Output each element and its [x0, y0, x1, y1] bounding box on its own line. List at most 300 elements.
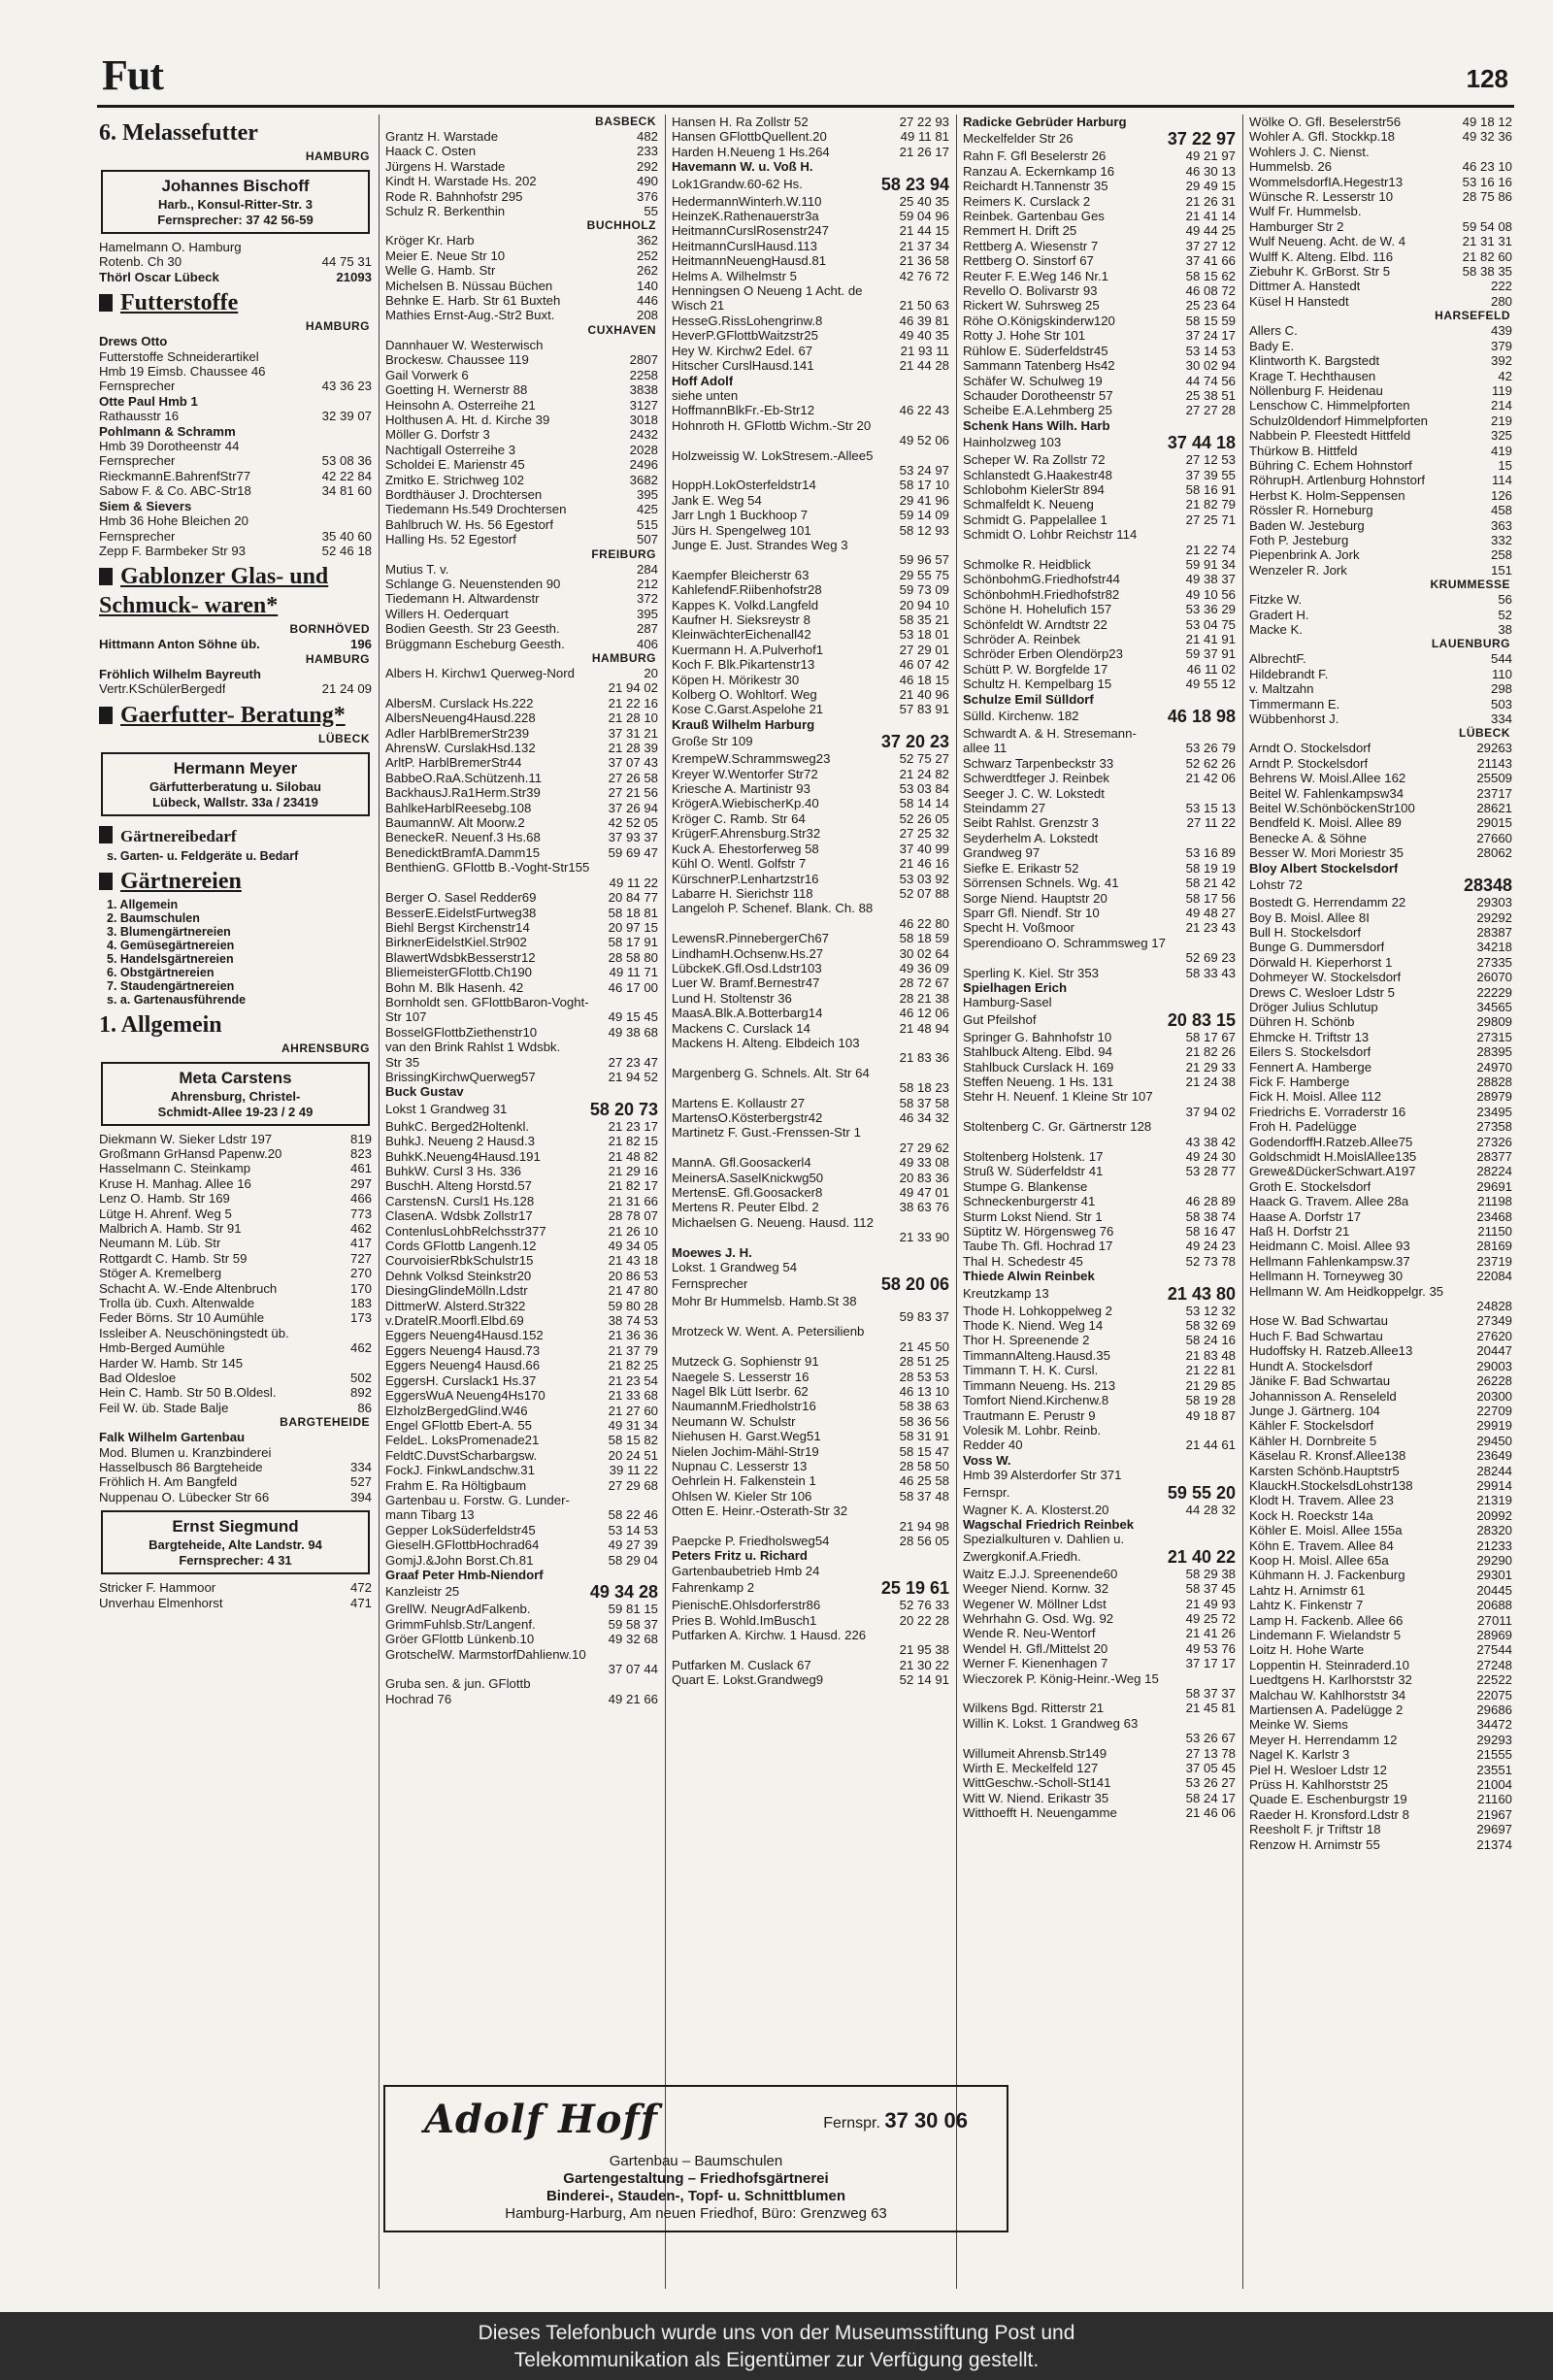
listing-name: Witt W. Niend. Erikastr 35	[963, 1790, 1109, 1805]
listing-line	[961, 388, 1238, 403]
listing-number: 20688	[1476, 1598, 1512, 1613]
section-heading	[97, 115, 374, 149]
listing-number: 28395	[1476, 1044, 1512, 1060]
listing-number	[945, 1564, 949, 1578]
listing-number: 27358	[1476, 1119, 1512, 1135]
place-heading: AHRENSBURG	[281, 1041, 370, 1055]
listing-number: 22522	[1476, 1672, 1512, 1688]
listing-line	[670, 508, 951, 522]
listing-number: 53 12 32	[1185, 1303, 1236, 1318]
listing-number: 28 58 50	[899, 1458, 949, 1473]
listing-line	[1247, 1598, 1514, 1612]
listing-number: 892	[349, 1385, 372, 1401]
listing-name: Fröhlich Wilhelm Bayreuth	[99, 666, 261, 681]
listing-number	[1232, 1716, 1236, 1731]
listing-name: KlauckH.StockelsdLohstr138	[1249, 1477, 1413, 1493]
listing-line	[383, 906, 660, 920]
listing-name: Hmb 39 Alsterdorfer Str 371	[963, 1468, 1122, 1483]
listing-name: Grantz H. Warstade	[385, 129, 499, 144]
listing-name: Martiensen A. Padelügge 2	[1249, 1702, 1404, 1718]
ad-lines	[385, 2153, 1007, 2223]
listing-line	[670, 1200, 951, 1214]
listing-name: Besser W. Mori Moriestr 35	[1249, 845, 1404, 861]
listing-number: 46 13 10	[899, 1383, 949, 1399]
listing-line	[383, 980, 660, 995]
listing-number: 38 74 53	[608, 1313, 658, 1329]
listing-line	[1247, 1837, 1514, 1852]
listing-line	[383, 1149, 660, 1164]
listing-name: Gut Pfeilshof	[963, 1011, 1037, 1027]
listing-line	[961, 1503, 1238, 1517]
listing-number: 29263	[1476, 741, 1512, 756]
listing-number: 37 39 55	[1185, 467, 1236, 482]
listing-number: 37 40 99	[899, 841, 949, 856]
listing-number: 472	[349, 1580, 372, 1596]
listing-name: Harder W. Hamb. Str 145	[99, 1355, 244, 1371]
listing-name: Wölke O. Gfl. Beselerstr56	[1249, 115, 1402, 129]
listing-number: 372	[636, 591, 658, 607]
listing-number: 21 22 16	[608, 695, 658, 711]
listing-name: van den Brink Rahlst 1 Wdsbk.	[385, 1040, 561, 1055]
listing-line	[961, 1060, 1238, 1074]
listing-number: 37 41 66	[1185, 253, 1236, 269]
listing-number: 58 15 62	[1185, 268, 1236, 283]
listing-name: Berger O. Sasel Redder69	[385, 890, 537, 906]
listing-number: 49 18 12	[1462, 115, 1512, 129]
listing-number: 425	[636, 502, 658, 517]
listing-number: 21 94 02	[608, 680, 658, 696]
listing-name: Martinetz F. Gust.-Frenssen-Str 1	[672, 1125, 861, 1140]
listing-name: Scheper W. Ra Zollstr 72	[963, 452, 1106, 468]
listing-name: Kähler H. Dornbreite 5	[1249, 1433, 1377, 1448]
listing-number: 58 32 69	[1185, 1318, 1236, 1334]
listing-line	[961, 209, 1238, 223]
listing-number: 49 53 76	[1185, 1640, 1236, 1656]
listing-name: Hudoffsky H. Ratzeb.Allee13	[1249, 1343, 1413, 1359]
listing-name: Arndt O. Stockelsdorf	[1249, 741, 1371, 756]
subsection-item: 5. Handelsgärtnereien	[107, 951, 234, 966]
listing-number: 183	[349, 1296, 372, 1310]
listing-line	[961, 1378, 1238, 1393]
listing-line	[961, 1791, 1238, 1805]
listing-name: HeitmannNeuengHausd.81	[672, 253, 827, 269]
place-heading: HARSEFELD	[1435, 309, 1510, 323]
listing-name: EggersWuA Neueng4Hs170	[385, 1388, 545, 1404]
listing-name: GrellW. NeugrAdFalkenb.	[385, 1602, 531, 1617]
listing-number: 21555	[1476, 1747, 1512, 1763]
listing-name: GomjJ.&John Borst.Ch.81	[385, 1552, 534, 1568]
listing-line	[1247, 249, 1514, 264]
listing-line	[1247, 1329, 1514, 1343]
listing-number: 287	[636, 621, 658, 637]
listing-line	[670, 1414, 951, 1429]
listing-number	[1232, 1179, 1236, 1194]
listing-line	[383, 293, 660, 308]
listing-number: 29686	[1476, 1702, 1512, 1718]
listing-name: SchönbohmG.Friedhofstr44	[963, 572, 1120, 587]
listing-name: BrissingKirchwQuerweg57	[385, 1069, 536, 1084]
listing-name: Mathies Ernst-Aug.-Str2 Buxt.	[385, 308, 555, 323]
listing-name: BuhkJ. Neueng 2 Hausd.3	[385, 1134, 535, 1149]
listing-line	[383, 1568, 660, 1582]
listing-name: BuschH. Alteng Horstd.57	[385, 1178, 533, 1194]
listing-number: 46 18 98	[1167, 707, 1236, 727]
listing-line	[961, 662, 1238, 677]
listing-name: NaumannM.Friedholstr16	[672, 1399, 816, 1414]
listing-name: Bady E.	[1249, 338, 1295, 353]
listing-number: 52 73 78	[1185, 1253, 1236, 1269]
listing-name: RieckmannE.BahrenfStr77	[99, 468, 251, 483]
listing-number: 394	[349, 1489, 372, 1504]
listing-number	[654, 860, 658, 875]
listing-name: Lok1Grandw.60-62 Hs.	[672, 176, 803, 191]
place-heading: BASBECK	[595, 115, 656, 128]
listing-line	[383, 1632, 660, 1646]
listing-name: Süptitz W. Hörgensweg 76	[963, 1224, 1114, 1240]
listing-name: Thiede Alwin Reinbek	[963, 1269, 1095, 1284]
listing-number: 21967	[1476, 1806, 1512, 1822]
listing-name: Remmert H. Drift 25	[963, 223, 1077, 239]
listing-line	[670, 627, 951, 642]
listing-name: Hansen H. Ra Zollstr 52	[672, 115, 809, 129]
listing-name: MertensE. Gfl.Goosacker8	[672, 1185, 823, 1201]
listing-name: Stehr H. Neuenf. 1 Kleine Str 107	[963, 1089, 1153, 1105]
listing-line	[670, 1598, 951, 1612]
listing-line	[670, 283, 951, 298]
listing-number: 27544	[1476, 1642, 1512, 1658]
listing-line	[383, 1283, 660, 1298]
listing-line	[961, 1423, 1238, 1438]
listing-line	[383, 1208, 660, 1223]
listing-number: 35 40 60	[321, 528, 372, 544]
listing-line	[383, 815, 660, 830]
header-rule	[97, 105, 1514, 108]
listing-number: 49 48 27	[1185, 905, 1236, 920]
listing-number: 43 38 42	[1185, 1134, 1236, 1149]
listing-line	[383, 1582, 660, 1602]
listing-line	[670, 1171, 951, 1185]
listing-name: Rathausstr 16	[99, 409, 180, 424]
listing-name: Meier E. Neue Str 10	[385, 248, 506, 263]
listing-name: Wübbenhorst J.	[1249, 711, 1339, 727]
listing-number: 20 86 53	[608, 1268, 658, 1283]
listing-number: 39 11 22	[609, 1463, 658, 1478]
listing-number: 49 11 22	[609, 875, 658, 890]
listing-line	[383, 1313, 660, 1328]
listing-line	[383, 279, 660, 293]
listing-line	[670, 781, 951, 796]
listing-name: Bordthäuser J. Drochtersen	[385, 486, 543, 502]
listing-name: Ranzau A. Eckernkamp 16	[963, 163, 1115, 179]
boxed-listing-line: Fernsprecher: 37 42 56-59	[157, 213, 314, 227]
listing-number: 59 69 47	[608, 844, 658, 860]
listing-number: 58 29 04	[608, 1552, 658, 1568]
listing-number: 29292	[1476, 909, 1512, 925]
listing-name: Holthusen A. Ht. d. Kirche 39	[385, 412, 550, 427]
listing-line	[670, 842, 951, 856]
listing-line	[961, 1010, 1238, 1030]
listing-number: 27 12 53	[1185, 452, 1236, 468]
listing-number: 58 15 47	[899, 1443, 949, 1459]
listing-name: Steindamm 27	[963, 801, 1046, 816]
listing-number: 21 93 11	[900, 343, 949, 358]
listing-name: Lamp H. Fackenb. Allee 66	[1249, 1612, 1404, 1628]
listing-number: 52 62 26	[1185, 755, 1236, 771]
listing-number: 53 26 67	[1185, 1731, 1236, 1746]
subsection-item: 2. Baumschulen	[107, 910, 200, 925]
listing-number: 26228	[1476, 1373, 1512, 1389]
listing-line	[1247, 1418, 1514, 1433]
column-1	[97, 115, 374, 2289]
listing-number: 25 40 35	[899, 193, 949, 209]
listing-name: v.DratelR.Moorfl.Elbd.69	[385, 1313, 524, 1329]
listing-line	[961, 418, 1238, 433]
listing-name: Hansen GFlottbQuellent.20	[672, 129, 827, 145]
listing-name: Eggers Neueng4 Hausd.73	[385, 1342, 541, 1358]
listing-line	[1247, 323, 1514, 338]
listing-name: Wenzeler R. Jork	[1249, 562, 1347, 578]
listing-number: 27 25 32	[899, 826, 949, 842]
footer-line: Dieses Telefonbuch wurde uns von der Museumsstiftung Post und	[478, 2322, 1075, 2344]
listing-line	[1247, 1747, 1514, 1762]
listing-name: Rettberg A. Wiesenstr 7	[963, 238, 1099, 253]
listing-number: 20 83 15	[1167, 1009, 1236, 1030]
listing-line	[1247, 1343, 1514, 1358]
listing-number: 458	[1490, 503, 1512, 518]
listing-name: Volesik M. Lohbr. Reinb.	[963, 1422, 1102, 1438]
listing-line	[670, 1096, 951, 1110]
listing-number: 21 29 33	[1185, 1059, 1236, 1074]
listing-name: Haack G. Travem. Allee 28a	[1249, 1194, 1409, 1209]
listing-number: 29809	[1476, 1014, 1512, 1030]
listing-line	[97, 1176, 374, 1191]
listing-number: 29450	[1476, 1433, 1512, 1448]
listing-line	[1247, 1613, 1514, 1628]
listing-number: 2807	[629, 352, 658, 368]
listing-number	[654, 1647, 658, 1662]
listing-name: Lenschow C. Himmelpforten	[1249, 398, 1410, 413]
listing-line	[961, 527, 1238, 542]
listing-line	[670, 1339, 951, 1354]
listing-name: Timmann Neueng. Hs. 213	[963, 1377, 1116, 1393]
listing-name: Behnke E. Harb. Str 61 Buxteh	[385, 293, 561, 309]
listing-name: Malchau W. Kahlhorststr 34	[1249, 1687, 1406, 1702]
listing-line	[383, 1239, 660, 1253]
listing-line	[97, 1236, 374, 1250]
listing-number: 126	[1490, 487, 1512, 503]
listing-line	[961, 1626, 1238, 1640]
listing-name: Weeger Niend. Kornw. 32	[963, 1581, 1109, 1597]
listing-name: Ohlsen W. Kieler Str 106	[672, 1488, 812, 1504]
place-heading: FREIBURG	[591, 546, 656, 561]
listing-number	[945, 374, 949, 388]
listing-line	[1247, 1493, 1514, 1507]
listing-line	[383, 741, 660, 755]
listing-number	[945, 283, 949, 298]
column-divider	[379, 115, 380, 2289]
listing-number: 21 44 15	[899, 223, 949, 239]
listing-name: Lokst 1 Grandweg 31	[385, 1101, 508, 1116]
listing-number: 222	[1490, 279, 1512, 294]
listing-name: Hamelmann O. Hamburg	[99, 240, 242, 254]
listing-name: Lindemann F. Wielandstr 5	[1249, 1628, 1402, 1642]
listing-line	[97, 1132, 374, 1146]
listing-line	[383, 935, 660, 949]
listing-number	[945, 1324, 949, 1339]
listing-number: 334	[1490, 711, 1512, 727]
listing-number: 49 24 23	[1185, 1239, 1236, 1254]
listing-line	[961, 920, 1238, 935]
listing-number: 23551	[1476, 1762, 1512, 1777]
listing-line	[961, 1731, 1238, 1745]
listing-line	[383, 368, 660, 382]
listing-name: Specht H. Voßmoor	[963, 920, 1075, 936]
listing-name: Mertens R. Peuter Elbd. 2	[672, 1200, 819, 1215]
listing-line	[961, 1483, 1238, 1503]
listing-name: Str 107	[385, 1009, 427, 1025]
listing-name: EggersH. Curslack1 Hs.37	[385, 1372, 537, 1388]
listing-line	[97, 1326, 374, 1340]
boxed-listing	[101, 752, 370, 816]
listing-line	[670, 673, 951, 687]
listing-name: Taube Th. Gfl. Hochrad 17	[963, 1239, 1113, 1254]
listing-name: Reinbek. Gartenbau Ges	[963, 209, 1105, 224]
listing-number: 53 16 89	[1185, 845, 1236, 861]
listing-name: Issleiber A. Neuschöningstedt üb.	[99, 1325, 289, 1340]
listing-number: 28244	[1476, 1463, 1512, 1478]
listing-number: 46 18 15	[899, 672, 949, 687]
listing-name: Wendel H. Gfl./Mittelst 20	[963, 1640, 1108, 1656]
listing-number	[654, 338, 658, 352]
listing-name: MaasA.Blk.A.Botterbarg14	[672, 1006, 823, 1021]
listing-line	[97, 681, 374, 696]
listing-line	[383, 1134, 660, 1148]
listing-number: 59 81 15	[608, 1602, 658, 1617]
listing-name: Luer W. Bramf.Bernestr47	[672, 975, 820, 991]
listing-number: 21 48 94	[899, 1020, 949, 1036]
listing-name: Moewes J. H.	[672, 1244, 752, 1260]
listing-name: GrimmFuhlsb.Str/Langenf.	[385, 1616, 536, 1632]
listing-name: Reesholt F. jr Triftstr 18	[1249, 1822, 1381, 1837]
subsection-item: s. Garten- u. Feldgeräte u. Bedarf	[107, 848, 299, 863]
listing-line	[383, 1373, 660, 1388]
listing-line	[1247, 622, 1514, 637]
listing-name: ElzholzBergedGlind.W46	[385, 1403, 528, 1418]
listing-name: Hasselmann C. Steinkamp	[99, 1161, 251, 1176]
listing-name: Dohmeyer W. Stockelsdorf	[1249, 970, 1402, 985]
listing-line	[961, 1438, 1238, 1452]
listing-name: Schulze Emil Sülldorf	[963, 691, 1094, 707]
listing-name: v. Maltzahn	[1249, 681, 1314, 697]
listing-number: 21 26 10	[608, 1223, 658, 1239]
listing-number	[945, 1066, 949, 1080]
listing-name: Radicke Gebrüder Harburg	[963, 115, 1127, 129]
listing-line	[961, 328, 1238, 343]
section-marker-icon	[99, 568, 113, 585]
listing-line	[961, 692, 1238, 707]
listing-line	[1247, 1777, 1514, 1792]
listing-name: Köhn E. Travem. Allee 84	[1249, 1537, 1394, 1553]
listing-name: Goldschmidt H.MoislAllee135	[1249, 1149, 1417, 1164]
listing-line	[97, 529, 374, 544]
listing-line	[383, 965, 660, 979]
listing-line	[670, 1613, 951, 1628]
listing-number: 28 51 25	[899, 1354, 949, 1370]
listing-name: Schlanstedt G.Haakestr48	[963, 467, 1112, 482]
listing-line	[670, 1245, 951, 1260]
listing-number: 21 40 22	[1167, 1546, 1236, 1567]
listing-number: 462	[349, 1340, 372, 1356]
listing-line	[97, 1251, 374, 1266]
boxed-listing-line: Ahrensburg, Christel-	[170, 1088, 301, 1104]
listing-number: 379	[1490, 338, 1512, 353]
listing-number: 21160	[1477, 1792, 1512, 1807]
listing-name: HeitmannCurslRosenstr247	[672, 223, 829, 239]
listing-line	[97, 1146, 374, 1161]
listing-number: 58 36 56	[899, 1413, 949, 1429]
listing-number: 58 20 06	[880, 1274, 949, 1295]
listing-name: BuhkC. Berged2Holtenkl.	[385, 1118, 530, 1134]
listing-name: Kruse H. Manhag. Allee 16	[99, 1175, 251, 1191]
listing-line	[97, 1310, 374, 1325]
listing-name: Behrens W. Moisl.Allee 162	[1249, 771, 1406, 786]
listing-line	[383, 473, 660, 487]
listing-line	[670, 1459, 951, 1473]
listing-number: 819	[349, 1131, 372, 1146]
listing-name: Jarr Lngh 1 Buckhoop 7	[672, 508, 809, 523]
listing-line	[670, 687, 951, 702]
listing-name: Michelsen B. Nüssau Büchen	[385, 278, 553, 293]
listing-name: Reichardt H.Tannenstr 35	[963, 179, 1108, 194]
listing-line	[383, 233, 660, 248]
listing-name: Waitz E.J.J. Spreenende60	[963, 1566, 1118, 1581]
listing-number: 24828	[1476, 1299, 1512, 1314]
boxed-listing	[101, 170, 370, 234]
listing-line	[670, 1080, 951, 1095]
listing-number: 21 31 66	[608, 1193, 658, 1208]
listing-line	[383, 1084, 660, 1099]
listing-name: Schlange G. Neuenstenden 90	[385, 576, 561, 591]
listing-line	[961, 1408, 1238, 1423]
listing-line	[383, 1676, 660, 1691]
listing-line	[383, 1040, 660, 1054]
listing-name: KleinwächterEichenall42	[672, 627, 811, 643]
listing-line	[961, 239, 1238, 253]
listing-name: BenedicktBramfA.Damm15	[385, 844, 541, 860]
listing-name: LindhamH.Ochsenw.Hs.27	[672, 945, 824, 961]
listing-name: Bornholdt sen. GFlottbBaron-Voght-	[385, 994, 589, 1009]
listing-name: Benecke A. & Söhne	[1249, 830, 1367, 845]
listing-line	[961, 707, 1238, 726]
section-heading	[97, 558, 374, 622]
listing-name: Cords GFlottb Langenh.12	[385, 1239, 537, 1254]
listing-line	[961, 1318, 1238, 1333]
listing-number	[945, 388, 949, 403]
listing-name: Drews C. Wesloer Ldstr 5	[1249, 984, 1395, 1000]
listing-line	[670, 1548, 951, 1563]
listing-name: KrögerA.WiebischerKp.40	[672, 796, 819, 811]
listing-number: 37 24 17	[1185, 328, 1236, 344]
listing-name: GieselH.GFlottbHochrad64	[385, 1537, 540, 1553]
listing-line	[961, 1089, 1238, 1104]
listing-number: 507	[636, 532, 658, 547]
listing-line	[961, 646, 1238, 661]
listing-number	[368, 1326, 372, 1340]
listing-line	[670, 448, 951, 463]
listing-line	[961, 1805, 1238, 1820]
listing-name: Thörl Oscar Lübeck	[99, 269, 219, 284]
listing-line	[961, 403, 1238, 417]
